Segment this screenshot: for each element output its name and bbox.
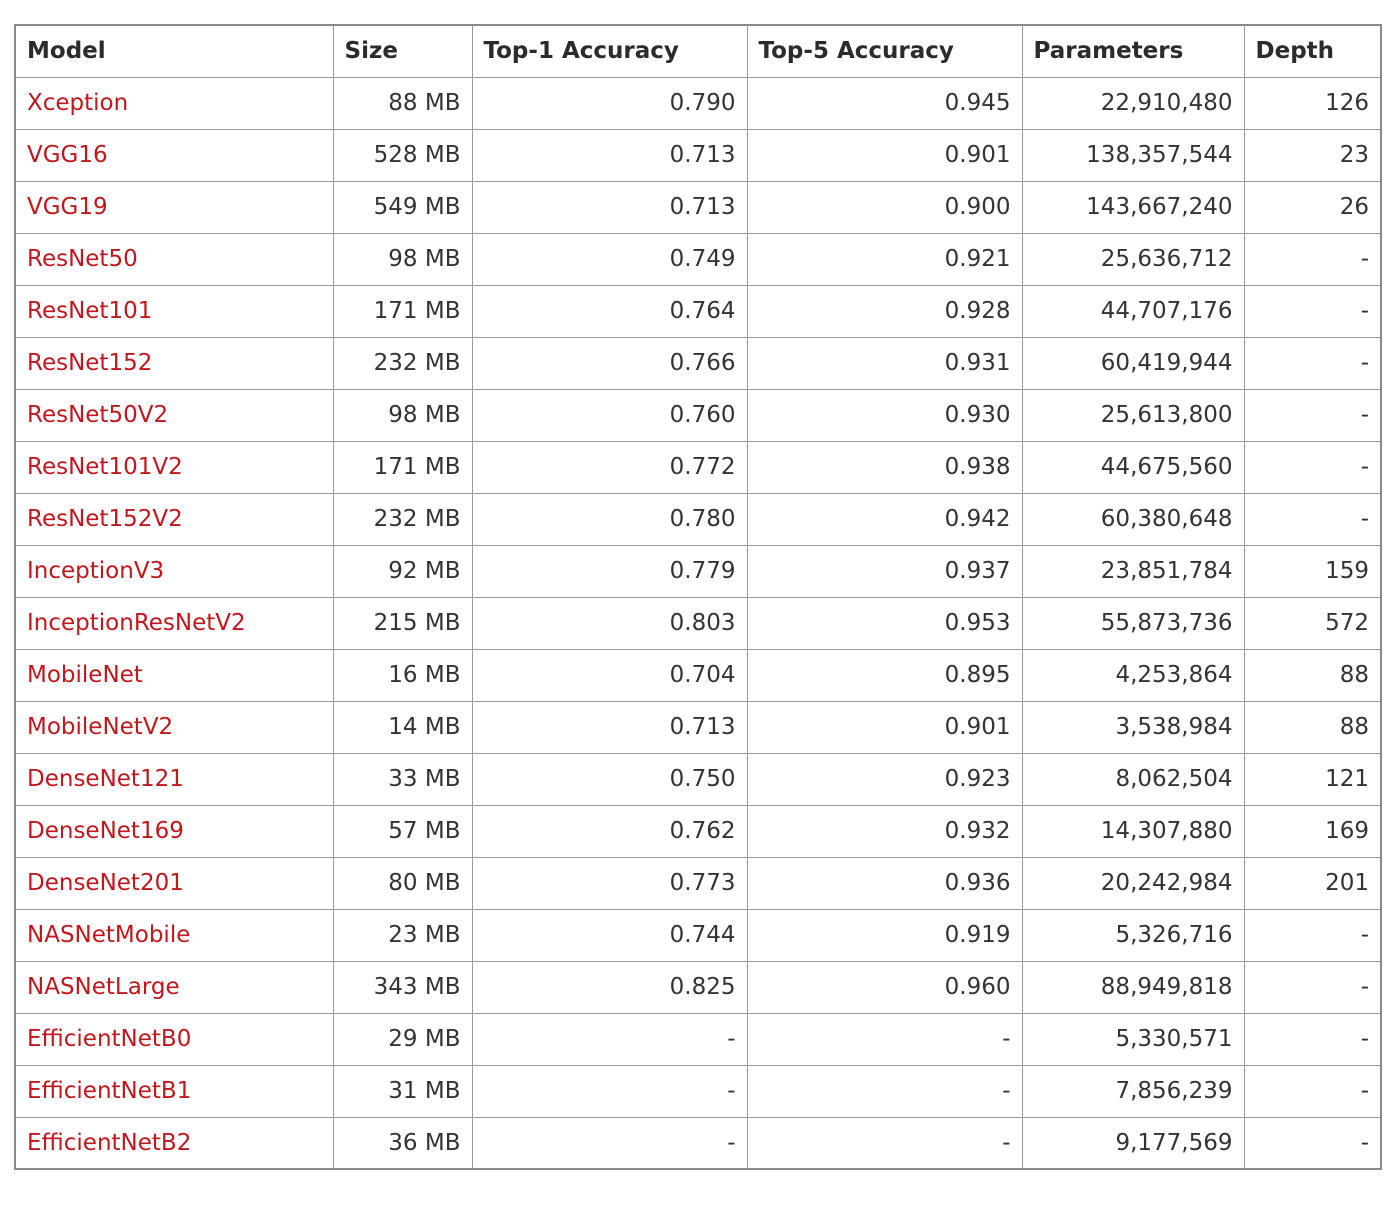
cell-depth: - [1244, 233, 1381, 285]
cell-depth: - [1244, 1013, 1381, 1065]
model-link[interactable]: InceptionV3 [27, 558, 165, 584]
cell-size: 80 MB [333, 857, 472, 909]
cell-model [15, 441, 333, 493]
cell-size: 232 MB [333, 493, 472, 545]
cell-model [15, 805, 333, 857]
cell-depth: - [1244, 337, 1381, 389]
cell-top1-accuracy: 0.704 [472, 649, 747, 701]
cell-size: 171 MB [333, 285, 472, 337]
table-row [15, 233, 1381, 285]
cell-top5-accuracy: 0.942 [747, 493, 1022, 545]
model-link[interactable]: ResNet50V2 [27, 402, 169, 428]
cell-top1-accuracy: 0.779 [472, 545, 747, 597]
table-row [15, 909, 1381, 961]
cell-depth: 23 [1244, 129, 1381, 181]
cell-top5-accuracy: 0.901 [747, 129, 1022, 181]
cell-size: 16 MB [333, 649, 472, 701]
cell-top1-accuracy: 0.749 [472, 233, 747, 285]
cell-top1-accuracy: - [472, 1117, 747, 1169]
table-row [15, 545, 1381, 597]
model-link[interactable]: NASNetLarge [27, 974, 180, 1000]
model-link[interactable]: ResNet152V2 [27, 506, 183, 532]
cell-top1-accuracy: 0.772 [472, 441, 747, 493]
header-size: Size [333, 25, 472, 77]
header-top1-accuracy: Top-1 Accuracy [472, 25, 747, 77]
cell-parameters: 60,380,648 [1022, 493, 1244, 545]
cell-depth: 88 [1244, 649, 1381, 701]
table-row [15, 701, 1381, 753]
cell-model [15, 493, 333, 545]
cell-parameters: 5,326,716 [1022, 909, 1244, 961]
cell-model [15, 337, 333, 389]
cell-top5-accuracy: 0.921 [747, 233, 1022, 285]
model-link[interactable]: ResNet101V2 [27, 454, 183, 480]
table-row [15, 441, 1381, 493]
cell-size: 88 MB [333, 77, 472, 129]
cell-size: 528 MB [333, 129, 472, 181]
cell-depth: 572 [1244, 597, 1381, 649]
cell-parameters: 20,242,984 [1022, 857, 1244, 909]
cell-depth: - [1244, 1117, 1381, 1169]
cell-depth: - [1244, 493, 1381, 545]
cell-model [15, 181, 333, 233]
cell-top1-accuracy: 0.713 [472, 181, 747, 233]
table-header-row [15, 25, 1381, 77]
table-row [15, 1065, 1381, 1117]
cell-size: 33 MB [333, 753, 472, 805]
cell-parameters: 138,357,544 [1022, 129, 1244, 181]
cell-model [15, 233, 333, 285]
cell-parameters: 88,949,818 [1022, 961, 1244, 1013]
cell-size: 232 MB [333, 337, 472, 389]
cell-parameters: 14,307,880 [1022, 805, 1244, 857]
model-link[interactable]: EfficientNetB2 [27, 1129, 192, 1156]
cell-top5-accuracy: 0.960 [747, 961, 1022, 1013]
table-row [15, 597, 1381, 649]
cell-top5-accuracy: - [747, 1065, 1022, 1117]
table-row [15, 857, 1381, 909]
cell-size: 36 MB [333, 1117, 472, 1169]
cell-model [15, 1065, 333, 1117]
cell-model [15, 961, 333, 1013]
model-link[interactable]: EfficientNetB0 [27, 1026, 192, 1052]
table-row [15, 753, 1381, 805]
model-link[interactable]: ResNet152 [27, 350, 153, 376]
cell-size: 31 MB [333, 1065, 472, 1117]
header-depth: Depth [1244, 25, 1381, 77]
cell-depth: 121 [1244, 753, 1381, 805]
table-row [15, 285, 1381, 337]
cell-depth: - [1244, 389, 1381, 441]
cell-parameters: 9,177,569 [1022, 1117, 1244, 1169]
cell-top5-accuracy: 0.895 [747, 649, 1022, 701]
cell-model [15, 285, 333, 337]
model-link[interactable]: DenseNet121 [27, 766, 184, 792]
cell-depth: 169 [1244, 805, 1381, 857]
cell-top5-accuracy: - [747, 1117, 1022, 1169]
cell-parameters: 25,636,712 [1022, 233, 1244, 285]
cell-top1-accuracy: 0.762 [472, 805, 747, 857]
cell-model [15, 753, 333, 805]
table-row [15, 1117, 1381, 1169]
cell-size: 23 MB [333, 909, 472, 961]
cell-depth: 201 [1244, 857, 1381, 909]
table-row [15, 389, 1381, 441]
cell-depth: - [1244, 285, 1381, 337]
table-row [15, 77, 1381, 129]
cell-top5-accuracy: 0.928 [747, 285, 1022, 337]
model-link[interactable]: Xception [27, 90, 129, 116]
cell-top5-accuracy: 0.901 [747, 701, 1022, 753]
model-link[interactable]: ResNet50 [27, 246, 138, 272]
cell-top1-accuracy: 0.825 [472, 961, 747, 1013]
cell-top5-accuracy: 0.931 [747, 337, 1022, 389]
header-parameters: Parameters [1022, 25, 1244, 77]
cell-parameters: 8,062,504 [1022, 753, 1244, 805]
cell-depth: - [1244, 441, 1381, 493]
cell-size: 29 MB [333, 1013, 472, 1065]
table-row [15, 129, 1381, 181]
model-link[interactable]: DenseNet169 [27, 818, 184, 844]
model-table-container [14, 24, 1380, 1170]
cell-parameters: 5,330,571 [1022, 1013, 1244, 1065]
cell-parameters: 55,873,736 [1022, 597, 1244, 649]
model-link[interactable]: InceptionResNetV2 [27, 610, 246, 636]
table-row [15, 181, 1381, 233]
cell-top5-accuracy: 0.936 [747, 857, 1022, 909]
cell-top5-accuracy: 0.937 [747, 545, 1022, 597]
cell-top1-accuracy: - [472, 1065, 747, 1117]
cell-depth: 26 [1244, 181, 1381, 233]
cell-size: 215 MB [333, 597, 472, 649]
cell-top5-accuracy: 0.945 [747, 77, 1022, 129]
cell-top5-accuracy: - [747, 1013, 1022, 1065]
cell-top5-accuracy: 0.932 [747, 805, 1022, 857]
cell-depth: - [1244, 909, 1381, 961]
cell-parameters: 4,253,864 [1022, 649, 1244, 701]
cell-model [15, 1013, 333, 1065]
cell-top1-accuracy: 0.760 [472, 389, 747, 441]
cell-top1-accuracy: 0.803 [472, 597, 747, 649]
cell-model [15, 129, 333, 181]
cell-size: 57 MB [333, 805, 472, 857]
cell-model [15, 649, 333, 701]
cell-top5-accuracy: 0.938 [747, 441, 1022, 493]
table-row [15, 961, 1381, 1013]
cell-top1-accuracy: - [472, 1013, 747, 1065]
cell-model [15, 701, 333, 753]
model-link[interactable]: MobileNetV2 [27, 714, 174, 740]
cell-depth: - [1244, 1065, 1381, 1117]
cell-parameters: 25,613,800 [1022, 389, 1244, 441]
model-link[interactable]: EfficientNetB1 [27, 1078, 192, 1104]
model-link[interactable]: VGG16 [27, 142, 108, 168]
cell-top1-accuracy: 0.764 [472, 285, 747, 337]
cell-depth: 159 [1244, 545, 1381, 597]
cell-top1-accuracy: 0.773 [472, 857, 747, 909]
model-link[interactable]: DenseNet201 [27, 870, 184, 896]
cell-size: 98 MB [333, 389, 472, 441]
cell-parameters: 23,851,784 [1022, 545, 1244, 597]
cell-top5-accuracy: 0.923 [747, 753, 1022, 805]
header-model: Model [15, 25, 333, 77]
cell-model [15, 545, 333, 597]
cell-top1-accuracy: 0.713 [472, 129, 747, 181]
table-row [15, 805, 1381, 857]
cell-model [15, 1117, 333, 1169]
cell-top1-accuracy: 0.790 [472, 77, 747, 129]
cell-model [15, 597, 333, 649]
cell-top5-accuracy: 0.900 [747, 181, 1022, 233]
header-top5-accuracy: Top-5 Accuracy [747, 25, 1022, 77]
cell-size: 92 MB [333, 545, 472, 597]
cell-size: 14 MB [333, 701, 472, 753]
cell-size: 549 MB [333, 181, 472, 233]
cell-top5-accuracy: 0.930 [747, 389, 1022, 441]
table-row [15, 493, 1381, 545]
cell-model [15, 389, 333, 441]
cell-top5-accuracy: 0.919 [747, 909, 1022, 961]
table-row [15, 1013, 1381, 1065]
model-link[interactable]: MobileNet [27, 662, 143, 688]
cell-size: 343 MB [333, 961, 472, 1013]
cell-model [15, 909, 333, 961]
cell-depth: 88 [1244, 701, 1381, 753]
model-table [14, 24, 1382, 1170]
cell-parameters: 7,856,239 [1022, 1065, 1244, 1117]
cell-top1-accuracy: 0.750 [472, 753, 747, 805]
table-row [15, 649, 1381, 701]
cell-parameters: 44,707,176 [1022, 285, 1244, 337]
cell-parameters: 22,910,480 [1022, 77, 1244, 129]
cell-top1-accuracy: 0.766 [472, 337, 747, 389]
table-body [15, 77, 1381, 1169]
cell-size: 171 MB [333, 441, 472, 493]
cell-model [15, 77, 333, 129]
cell-parameters: 60,419,944 [1022, 337, 1244, 389]
cell-parameters: 3,538,984 [1022, 701, 1244, 753]
cell-model [15, 857, 333, 909]
cell-parameters: 44,675,560 [1022, 441, 1244, 493]
cell-top1-accuracy: 0.744 [472, 909, 747, 961]
cell-top1-accuracy: 0.780 [472, 493, 747, 545]
model-link[interactable]: VGG19 [27, 194, 108, 220]
cell-size: 98 MB [333, 233, 472, 285]
model-link[interactable]: NASNetMobile [27, 922, 191, 948]
cell-top1-accuracy: 0.713 [472, 701, 747, 753]
table-row [15, 337, 1381, 389]
model-link[interactable]: ResNet101 [27, 298, 153, 324]
cell-top5-accuracy: 0.953 [747, 597, 1022, 649]
cell-depth: - [1244, 961, 1381, 1013]
cell-parameters: 143,667,240 [1022, 181, 1244, 233]
cell-depth: 126 [1244, 77, 1381, 129]
